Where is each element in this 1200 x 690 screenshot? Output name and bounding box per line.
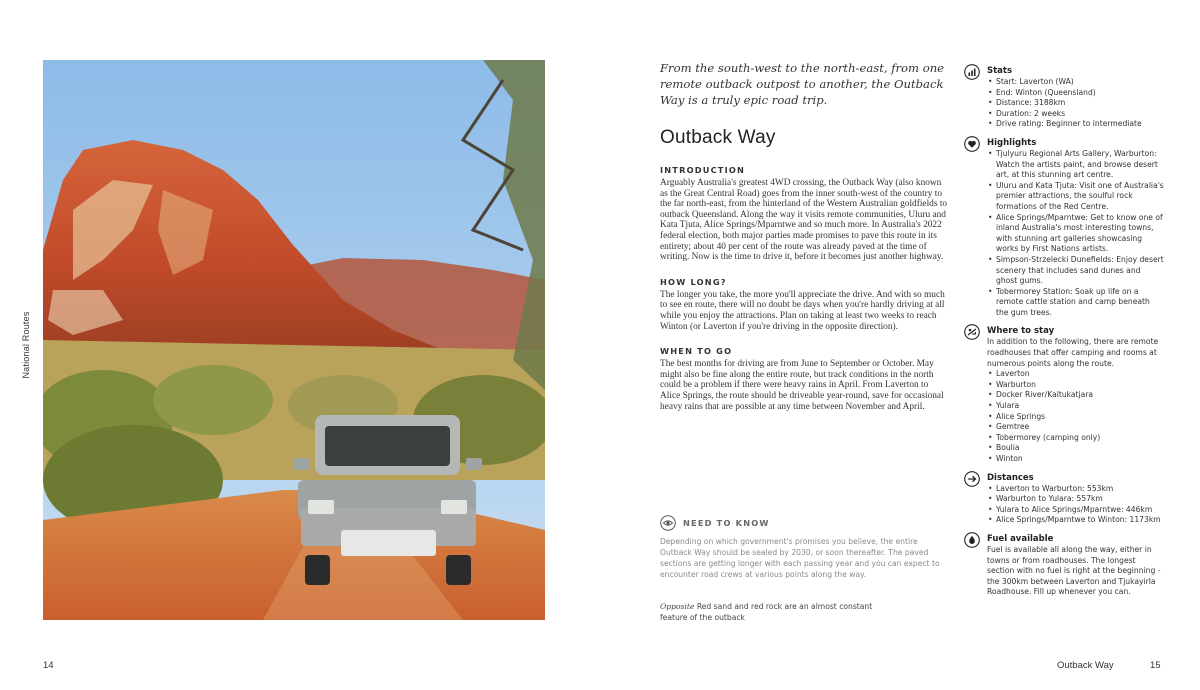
page-number-left: 14	[43, 660, 54, 671]
photo-caption	[660, 602, 880, 623]
list-item: • Start: Laverton (WA)	[987, 77, 1164, 88]
section-heading: HOW LONG?	[660, 276, 727, 287]
list-item: • Distance: 3188km	[987, 98, 1164, 109]
list-item: • Tjulyuru Regional Arts Gallery, Warburton: Watch the artists paint, and browse desert art, at this stunning art centre.	[987, 149, 1164, 181]
footer-title: Outback Way	[1057, 660, 1114, 671]
eye-icon	[660, 515, 676, 531]
list-item: • Laverton to Warburton: 553km	[987, 484, 1164, 495]
list-item: • Boulia	[987, 443, 1164, 454]
bar-chart-icon	[964, 64, 980, 80]
list-item: • Duration: 2 weeks	[987, 109, 1164, 120]
outback-photo	[43, 60, 545, 620]
caption-lead: Opposite	[660, 602, 695, 611]
list-item: • Alice Springs/Mparntwe: Get to know one of inland Australia's most interesting towns, with stunning art galleries showcasing works by First Nations artists.	[987, 213, 1164, 255]
fuel-heading: Fuel available	[987, 533, 1054, 544]
running-head	[16, 300, 36, 390]
where-to-stay-heading: Where to stay	[987, 326, 1055, 337]
list-item: • Winton	[987, 454, 1164, 465]
list-item: • Simpson-Strzelecki Dunefields: Enjoy desert scenery that includes sand dunes and ghost gums.	[987, 255, 1164, 287]
highlights-heading: Highlights	[987, 137, 1037, 148]
list-item: • Uluru and Kata Tjuta: Visit one of Australia's premier attractions, the soulful rock formations of the Red Centre.	[987, 181, 1164, 213]
list-item: • Docker River/Kaltukatjara	[987, 390, 1164, 401]
need-to-know-heading: NEED TO KNOW	[683, 518, 770, 528]
info-sidebar	[964, 64, 1164, 604]
list-item: • Gemtree	[987, 422, 1164, 433]
fuel-drop-icon	[964, 532, 980, 548]
section-body: The longer you take, the more you'll appreciate the drive. And with so much to see en route, there will no doubt be days when you're hardly driving at all while you enjoy the attractions. Plan on taking at least two weeks to reach Winton (or Laverton if you're driving in the opposite direction).	[660, 289, 945, 332]
list-item: • Warburton to Yulara: 557km	[987, 494, 1164, 505]
stats-section	[964, 64, 1164, 130]
need-to-know-body: Depending on which government's promises you believe, the entire Outback Way should be sealed by 2030, or soon thereafter. The paved sections are getting longer with each passing year and you can expect to encounter road crews at various points along the way.	[660, 537, 940, 579]
fuel-body: Fuel is available all along the way, either in towns or from roadhouses. The longest section with no fuel is right at the beginning - the 300km between Laverton and Tjukayirla Roadhouse. Fill up whenever you can.	[987, 544, 1161, 597]
fuel-section	[964, 532, 1164, 598]
caption-text: Red sand and red rock are an almost constant feature of the outback	[660, 602, 873, 622]
heart-icon	[964, 136, 980, 152]
list-item: • Laverton	[987, 369, 1164, 380]
list-item: • Alice Springs/Mparntwe to Winton: 1173km	[987, 515, 1164, 526]
list-item: • Tobermorey (camping only)	[987, 433, 1164, 444]
distances-section	[964, 471, 1164, 526]
list-item: • Drive rating: Beginner to intermediate	[987, 119, 1164, 130]
lede: From the south-west to the north-east, from one remote outback outpost to another, the Outback Way is a truly epic road trip.	[660, 61, 945, 107]
bed-icon	[964, 324, 980, 340]
running-head-text: National Routes	[21, 311, 31, 379]
list-item: • Tobermorey Station: Soak up life on a remote cattle station and camp beneath the gum trees.	[987, 287, 1164, 319]
page-number-right: 15	[1150, 660, 1161, 671]
distances-heading: Distances	[987, 472, 1034, 483]
need-to-know-box	[660, 515, 950, 580]
list-item: • Yulara	[987, 401, 1164, 412]
list-item: • Yulara to Alice Springs/Mparntwe: 446km	[987, 505, 1164, 516]
list-item: • Warburton	[987, 380, 1164, 391]
section-body: Arguably Australia's greatest 4WD crossing, the Outback Way (also known as the Great Central Road) goes from the inner south-west of the country to the far north-east, from the hinterland of the Western Australian goldfields to outback Queensland. Along the way it visits remote communities, Uluru and Kata Tjuta, Alice Springs/Mparntwe and so much more. In Australia's 2022 federal election, both major parties made promises to pave this route in its entirety; about 40 per cent of the route was already paved at the time of writing. Now is the time to drive it, before it becomes just another highway.	[660, 178, 948, 263]
arrow-right-circle-icon	[964, 471, 980, 487]
section-heading: INTRODUCTION	[660, 165, 746, 175]
where-to-stay-intro: In addition to the following, there are remote roadhouses that offer camping and rooms at numerous points along the route.	[987, 337, 1159, 368]
highlights-section	[964, 136, 1164, 319]
section-heading: WHEN TO GO	[660, 346, 733, 357]
section-body: The best months for driving are from June to September or October. May might also be fine along the entire route, but track conditions in the north could be a problem if there were heavy rains in April. From Laverton to Alice Springs, the route should be driveable year-round, save for occasional heavy rains that are possible at any time between November and April.	[660, 359, 944, 412]
list-item: • End: Winton (Queensland)	[987, 88, 1164, 99]
article-title: Outback Way	[660, 127, 776, 148]
article-main	[660, 60, 950, 412]
where-to-stay-section	[964, 324, 1164, 464]
stats-heading: Stats	[987, 66, 1013, 76]
list-item: • Alice Springs	[987, 412, 1164, 423]
